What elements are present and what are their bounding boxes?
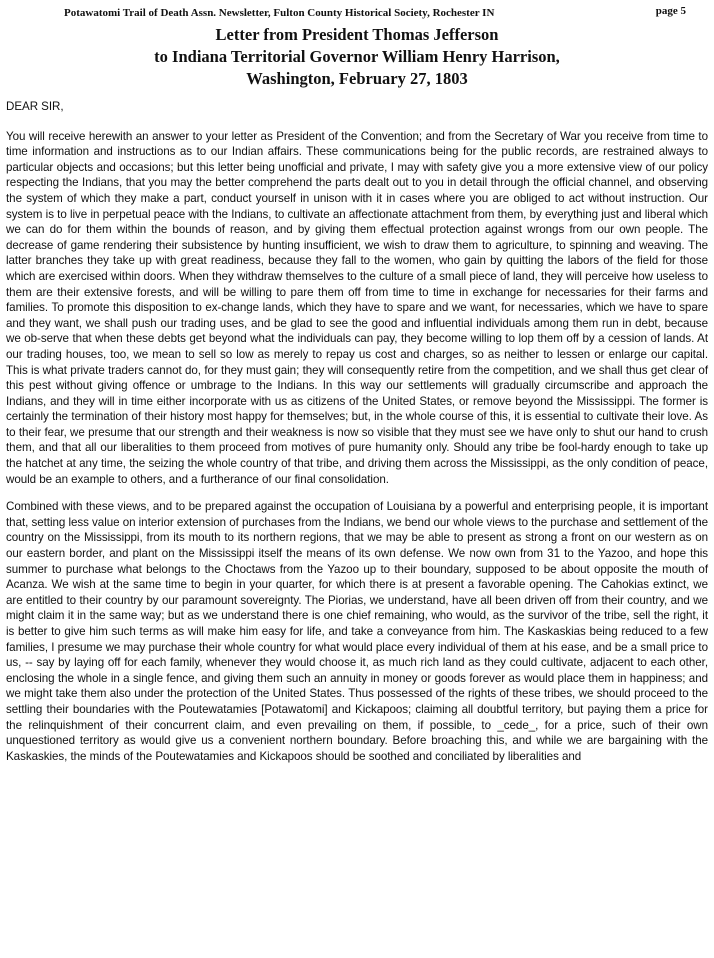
running-header bbox=[6, 0, 708, 20]
paragraph-2: Combined with these views, and to be prepared against the occupation of Louisiana by a powerful and enterprising people, it is important that, setting less value on interior extension of purchases from the Indians, we bend our whole views to the purchase and settlement of the country on the Mississippi, from its mouth to its northern regions, that we may be able to present as strong a front on our western as on our eastern border, and plant on the Mississippi itself the means of its own defense. We now own from 31 to the Yazoo, and hope this summer to purchase what belongs to the Choctaws from the Yazoo up to their boundary, supposed to be about opposite the mouth of Acanza. We wish at the same time to begin in your quarter, for which there is at present a favorable opening. The Cahokias extinct, we are entitled to their country by our paramount sovereignty. The Piorias, we understand, have all been driven off from their country, and we might claim it in the same way; but as we understand there is one chief remaining, who would, as the survivor of the tribe, sell the right, it is better to give him such terms as will make him easy for life, and take a conveyance from him. The Kaskaskias being reduced to a few families, I presume we may purchase their whole country for what would place every individual of them at his ease, and be a small price to us, -- say by laying off for each family, whenever they would choose it, as much rich land as they could cultivate, adjacent to each other, enclosing the whole in a single fence, and giving them such an annuity in money or goods forever as would place them in happiness; and we might take them also under the protection of the United States. Thus possessed of the rights of these tribes, we should proceed to the settling their boundaries with the Poutewatamies [Potawatomi] and Kickapoos; claiming all doubtful territory, but paying them a price for the relinquishment of their concurrent claim, and even prevailing on them, if possible, to _cede_, for a price, such of their own unquestioned territory as would give us a convenient northern boundary. Before broaching this, and while we are bargaining with the Kaskaskies, the minds of the Poutewatamies and Kickapoos should be soothed and conciliated by liberalities and bbox=[6, 500, 708, 763]
publication-line: Potawatomi Trail of Death Assn. Newsletter, Fulton County Historical Society, Rochester IN bbox=[64, 7, 495, 19]
title-line-3: Washington, February 27, 1803 bbox=[246, 69, 468, 88]
letter-body bbox=[6, 99, 708, 764]
salutation: DEAR SIR, bbox=[6, 100, 64, 113]
title-line-1: Letter from President Thomas Jefferson bbox=[215, 25, 499, 44]
title-line-2: to Indiana Territorial Governor William Henry Harrison, bbox=[154, 47, 560, 66]
page-number: page 5 bbox=[655, 5, 686, 17]
paragraph-1: You will receive herewith an answer to your letter as President of the Convention; and from the Secretary of War you receive from time to time information and instructions as to our Indian affairs. These communications being for the public records, are restrained always to particular objects and occasions; but this letter being unofficial and private, I may with safety give you a more extensive view of our policy respecting the Indians, that you may the better comprehend the parts dealt out to you in detail through the official channel, and observing the system of which they make a part, conduct yourself in unison with it in cases where you are obliged to act without instruction. Our system is to live in perpetual peace with the Indians, to cultivate an affectionate attachment from them, by everything just and liberal which we can do for them within the bounds of reason, and by giving them effectual protection against wrongs from our own people. The decrease of game rendering their subsistence by hunting insufficient, we wish to draw them to agriculture, to spinning and weaving. The latter branches they take up with great readiness, because they fall to the women, who gain by quitting the labors of the field for those which are exercised within doors. When they withdraw themselves to the culture of a small piece of land, they will perceive how useless to them are their extensive forests, and will be willing to pare them off from time to time in exchange for necessaries for their farms and families. To promote this disposition to ex-change lands, which they have to spare and we want, for necessaries, which we have to spare and they want, we shall push our trading uses, and be glad to see the good and influential individuals among them run in debt, because we ob-serve that when these debts get beyond what the individuals can pay, they become willing to lop them off by a cession of lands. At our trading houses, too, we mean to sell so low as merely to repay us cost and charges, so as neither to lessen or enlarge our capital. This is what private traders cannot do, for they must gain; they will consequently retire from the competition, and we shall thus get clear of this pest without giving offence or umbrage to the Indians. In this way our settlements will gradually circumscribe and approach the Indians, and they will in time either incorporate with us as citizens of the United States, or remove beyond the Mississippi. The former is certainly the termination of their history most happy for themselves; but, in the whole course of this, it is essential to cultivate their love. As to their fear, we presume that our strength and their weakness is now so visible that they must see we have only to shut our hand to crush them, and that all our liberalities to them proceed from motives of pure humanity only. Should any tribe be fool-hardy enough to take up the hatchet at any time, the seizing the whole country of that tribe, and driving them across the Mississippi, as the only condition of peace, would be an example to others, and a furtherance of our final consolidation. bbox=[6, 129, 708, 486]
letter-title bbox=[6, 24, 708, 90]
